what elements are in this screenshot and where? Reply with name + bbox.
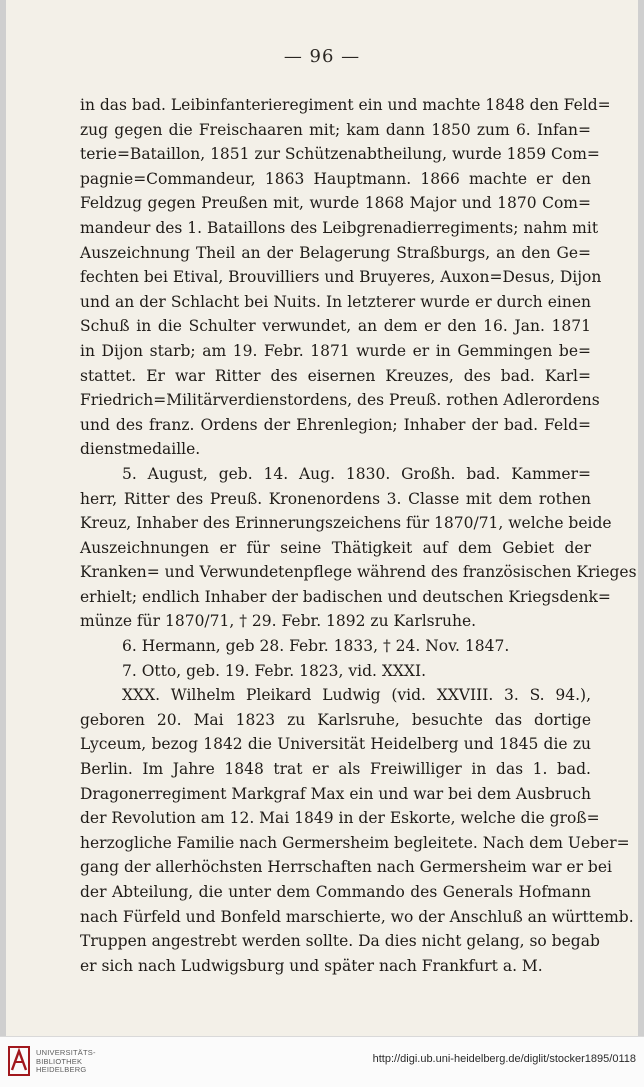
text-line: stattet. Er war Ritter des eisernen Kreuzes, des bad. Karl= — [80, 366, 591, 385]
text-line: mandeur des 1. Bataillons des Leibgrenadierregiments; nahm mit — [80, 218, 599, 237]
text-line: er sich nach Ludwigsburg und später nach Frankfurt a. M. — [80, 956, 543, 975]
scanned-page — [6, 0, 638, 1036]
text-line: Kranken= und Verwundetenpflege während des französischen Krieges — [80, 563, 637, 582]
text-line: Lyceum, bezog 1842 die Universität Heidelberg und 1845 die zu — [80, 735, 591, 754]
text-line: pagnie=Commandeur, 1863 Hauptmann. 1866 machte er den — [80, 169, 591, 188]
text-line: gang der allerhöchsten Herrschaften nach Germersheim war er bei — [80, 858, 612, 877]
text-line: Auszeichnung Theil an der Belagerung Straßburgs, an den Ge= — [80, 243, 591, 262]
text-line: der Revolution am 12. Mai 1849 in der Eskorte, welche die groß= — [80, 809, 600, 828]
page-number: — 96 — — [283, 46, 361, 67]
text-line: XXX. Wilhelm Pleikard Ludwig (vid. XXVIII. 3. S. 94.), — [122, 686, 591, 705]
university-seal-icon — [8, 1046, 30, 1076]
text-line: und an der Schlacht bei Nuits. In letzterer wurde er durch einen — [80, 292, 591, 311]
text-line: geboren 20. Mai 1823 zu Karlsruhe, besuchte das dortige — [80, 710, 591, 729]
text-line: Feldzug gegen Preußen mit, wurde 1868 Major und 1870 Com= — [80, 194, 591, 213]
text-line: in Dijon starb; am 19. Febr. 1871 wurde er in Gemmingen be= — [80, 341, 591, 360]
library-name: UNIVERSITÄTS- BIBLIOTHEK HEIDELBERG — [36, 1048, 96, 1074]
text-line: Dragonerregiment Markgraf Max ein und war bei dem Ausbruch — [80, 784, 591, 803]
text-line: der Abteilung, die unter dem Commando des Generals Hofmann — [80, 883, 591, 901]
text-line: in das bad. Leibinfanterieregiment ein und machte 1848 den Feld= — [80, 96, 611, 114]
text-line: und des franz. Ordens der Ehrenlegion; Inhaber der bad. Feld= — [80, 415, 591, 434]
text-line: Berlin. Im Jahre 1848 trat er als Freiwilliger in das 1. bad. — [80, 760, 591, 779]
text-line: herr, Ritter des Preuß. Kronenordens 3. Classe mit dem rothen — [80, 489, 591, 508]
text-line: Friedrich=Militärverdienstordens, des Preuß. rothen Adlerordens — [80, 391, 600, 410]
text-line: Kreuz, Inhaber des Erinnerungszeichens für 1870/71, welche beide — [80, 514, 612, 533]
text-line: herzogliche Familie nach Germersheim begleitete. Nach dem Ueber= — [80, 833, 630, 852]
text-line: Truppen angestrebt werden sollte. Da dies nicht gelang, so begab — [80, 932, 600, 951]
text-line: 7. Otto, geb. 19. Febr. 1823, vid. XXXI. — [122, 661, 427, 680]
text-line: münze für 1870/71, † 29. Febr. 1892 zu Karlsruhe. — [80, 612, 477, 631]
text-line: 6. Hermann, geb 28. Febr. 1833, † 24. Nov. 1847. — [122, 637, 510, 656]
text-line: fechten bei Etival, Brouvilliers und Bruyeres, Auxon=Desus, Dijon — [80, 268, 602, 287]
text-line: dienstmedaille. — [80, 440, 201, 459]
text-line: zug gegen die Freischaaren mit; kam dann 1850 zum 6. Infan= — [80, 120, 591, 139]
text-line: terie=Bataillon, 1851 zur Schützenabtheilung, wurde 1859 Com= — [80, 145, 600, 164]
viewer-footer — [0, 1036, 644, 1087]
text-line: Schuß in die Schulter verwundet, an dem er den 16. Jan. 1871 — [80, 317, 591, 336]
text-line: 5. August, geb. 14. Aug. 1830. Großh. bad. Kammer= — [122, 464, 591, 483]
text-line: erhielt; endlich Inhaber der badischen und deutschen Kriegsdenk= — [80, 587, 611, 606]
source-url[interactable]: http://digi.ub.uni-heidelberg.de/diglit/stocker1895/0118 — [372, 1053, 636, 1065]
text-line: nach Fürfeld und Bonfeld marschierte, wo der Anschluß an württemb. — [80, 907, 634, 926]
text-line: Auszeichnungen er für seine Thätigkeit auf dem Gebiet der — [80, 538, 591, 557]
body-text — [80, 93, 637, 978]
